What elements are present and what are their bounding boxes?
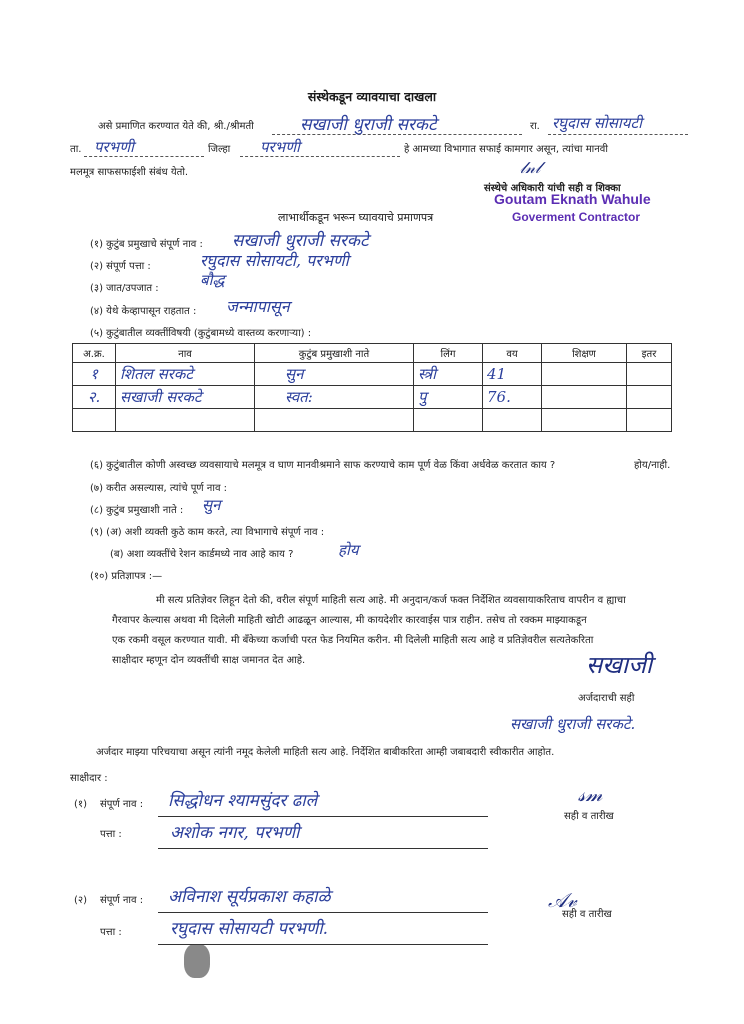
cert-residence: रघुदास सोसायटी — [552, 114, 642, 132]
cell-age: 76. — [483, 386, 542, 409]
cell-education — [542, 386, 627, 409]
taluka-label: ता. — [70, 144, 82, 155]
declaration-line3: एक रकमी वसूल करण्यात यावी. मी बँकेच्या कर्जाची परत फेड नियमित करीन. मी दिलेली माहिती सत्य आहे व प्रतिज्ञेवरील सत्यतेकरिता — [112, 635, 594, 646]
col-gender: लिंग — [414, 344, 483, 363]
cell-name: सखाजी सरकटे — [116, 386, 255, 409]
cell-other — [627, 386, 672, 409]
applicant-signature-label: अर्जदाराची सही — [578, 693, 635, 704]
question8-label: (८) कुटुंब प्रमुखाशी नाते : — [90, 505, 184, 516]
cell-sr: १ — [73, 363, 116, 386]
cert-name: सखाजी धुराजी सरकटे — [300, 115, 437, 135]
table-header-row — [73, 344, 672, 363]
witness2-addr-underline — [158, 944, 488, 945]
witness2-signature: 𝒜𝓋 — [548, 888, 577, 912]
witness2-addr-label: पत्ता : — [100, 927, 122, 938]
witness2-num: (२) — [74, 895, 88, 906]
witness-heading: साक्षीदार : — [70, 773, 108, 784]
witness2-name-underline — [158, 912, 488, 913]
question8-value: सुन — [202, 496, 221, 514]
field2-value: रघुदास सोसायटी, परभणी — [200, 251, 349, 270]
witness1-name-underline — [158, 816, 488, 817]
cert-taluka: परभणी — [94, 138, 134, 156]
cell-relation: सुन — [255, 363, 414, 386]
cert-line3: मलमूत्र साफसफाईशी संबंध येतो. — [70, 167, 189, 178]
witness1-num: (१) — [74, 799, 88, 810]
witness2-name: अविनाश सूर्यप्रकाश कहाळे — [168, 887, 331, 907]
question7-label: (७) करीत असल्यास, त्यांचे पूर्ण नाव : — [90, 483, 228, 494]
field4-label: (४) येथे केव्हापासून राहतात : — [90, 306, 197, 317]
witness1-address: अशोक नगर, परभणी — [170, 823, 300, 843]
witness2-sign-label: सही व तारीख — [562, 909, 612, 920]
cell-sr: २. — [73, 386, 116, 409]
col-relation: कुटुंब प्रमुखाशी नाते — [255, 344, 414, 363]
table-row-empty — [73, 409, 672, 432]
table-row — [73, 386, 672, 409]
page-title: संस्थेकडून व्यावयाचा दाखला — [307, 89, 437, 104]
col-sr: अ.क्र. — [73, 344, 116, 363]
cell-gender: स्त्री — [414, 363, 483, 386]
cell-relation: स्वत: — [255, 386, 414, 409]
question10: (१०) प्रतिज्ञापत्र :— — [90, 571, 163, 582]
question9b: (ब) अशा व्यक्तींचे रेशन कार्डमध्ये नाव आहे काय ? — [110, 549, 294, 560]
question9a: (९) (अ) अशी व्यक्ती कुठे काम करते, त्या विभागाचे संपूर्ण नाव : — [90, 527, 325, 538]
cert-line1-prefix: असे प्रमाणित करण्यात येते की, श्री./श्रीमती — [98, 121, 254, 132]
cell-age: 41 — [483, 363, 542, 386]
question6: (६) कुटुंबातील कोणी अस्वच्छ व्यवसायाचे मलमूत्र व घाण मानवीश्रमाने साफ करण्याचे काम पूर्ण वेळ किंवा अर्धवेळ करतात काय ? — [90, 460, 556, 471]
witness1-name: सिद्धोधन श्यामसुंदर ढाले — [168, 791, 318, 811]
declaration-line2: गैरवापर केल्यास अथवा मी दिलेली माहिती खोटी आढळून आल्यास, मी कायदेशीर कारवाईस पात्र राहीन. तसेच तो रक्कम माझ्याकडून — [112, 615, 587, 626]
field2-label: (२) संपूर्ण पत्ता : — [90, 261, 151, 272]
cell-education — [542, 363, 627, 386]
district-label: जिल्हा — [208, 144, 231, 155]
beneficiary-heading: लाभार्थीकडून भरून घ्यावयाचे प्रमाणपत्र — [278, 211, 434, 224]
field1-label: (१) कुटुंब प्रमुखाचे संपूर्ण नाव : — [90, 239, 203, 250]
applicant-signature: सखाजी — [586, 651, 653, 679]
ink-smudge — [184, 944, 210, 978]
officer-signature: 𝓁𝓃𝓁 — [520, 158, 541, 177]
r-label: रा. — [530, 121, 540, 132]
field1-value: सखाजी धुराजी सरकटे — [232, 231, 369, 251]
declaration-line4: साक्षीदार म्हणून दोन व्यक्तींची साक्ष जमानत देत आहे. — [112, 655, 306, 666]
stamp-title: Goverment Contractor — [512, 210, 641, 224]
attestation-text: अर्जदार माझ्या परिचयाचा असून त्यांनी नमूद केलेली माहिती सत्य आहे. निर्देशित बाबीकरिता आम्ही जबाबदारी स्वीकारीत आहोत. — [96, 747, 555, 758]
declaration-line1: मी सत्य प्रतिज्ञेवर लिहून देतो की, वरील संपूर्ण माहिती सत्य आहे. मी अनुदान/कर्ज फक्त निर्देशित व्यवसायाकरिताच वापरीन व ह्याचा — [156, 595, 626, 606]
question9b-value: होय — [338, 541, 359, 559]
cell-other — [627, 363, 672, 386]
col-other: इतर — [627, 344, 672, 363]
cert-district: परभणी — [260, 138, 300, 156]
witness1-addr-label: पत्ता : — [100, 829, 122, 840]
witness1-sign-label: सही व तारीख — [564, 811, 614, 822]
table-row — [73, 363, 672, 386]
witness1-addr-underline — [158, 848, 488, 849]
cell-name: शितल सरकटे — [116, 363, 255, 386]
field4-value: जन्मापासून — [226, 297, 290, 316]
col-education: शिक्षण — [542, 344, 627, 363]
field3-label: (३) जात/उपजात : — [90, 283, 159, 294]
stamp-name: Goutam Eknath Wahule — [494, 191, 651, 207]
field3-value: बौद्ध — [200, 271, 225, 289]
field5-label: (५) कुटुंबातील व्यक्तींविषयी (कुटुंबामध्ये वास्तव्य करणाऱ्या) : — [90, 328, 312, 339]
cert-line2-suffix: हे आमच्या विभागात सफाई कामगार असून, त्यांचा मानवी — [404, 144, 608, 155]
family-table — [72, 343, 672, 432]
witness2-name-label: संपूर्ण नाव : — [100, 895, 144, 906]
witness1-name-label: संपूर्ण नाव : — [100, 799, 144, 810]
applicant-name-hw: सखाजी धुराजी सरकटे. — [510, 715, 636, 733]
question6-options: होय/नाही. — [634, 460, 671, 471]
residence-underline — [548, 134, 688, 135]
officer-sign-label: संस्थेचे अधिकारी यांची सही व शिक्का — [484, 183, 621, 194]
col-age: वय — [483, 344, 542, 363]
cell-gender: पु — [414, 386, 483, 409]
witness1-signature: 𝓈𝓂 — [578, 782, 603, 806]
col-name: नाव — [116, 344, 255, 363]
witness2-address: रघुदास सोसायटी परभणी. — [170, 919, 329, 939]
